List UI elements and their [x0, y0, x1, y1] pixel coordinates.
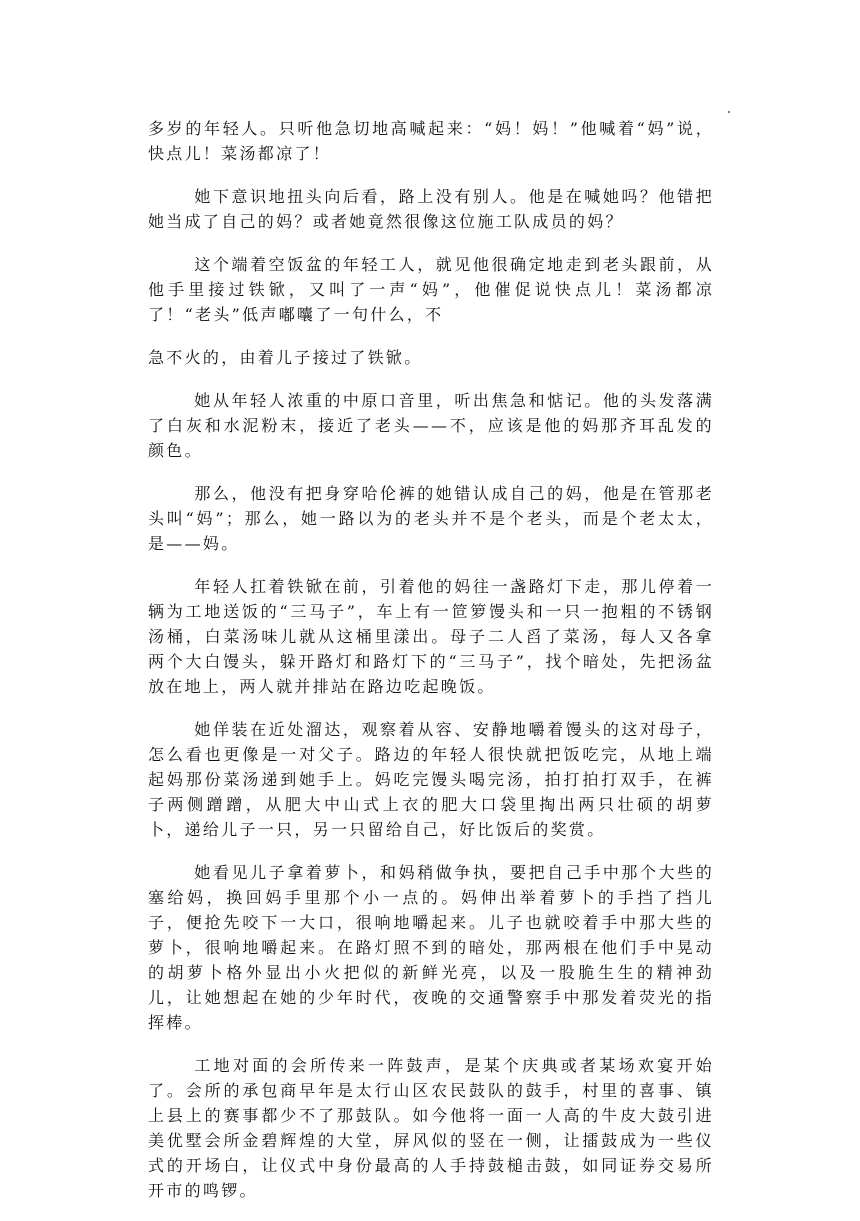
paragraph-9: 她看见儿子拿着萝卜，和妈稍做争执，要把自己手中那个大些的塞给妈，换回妈手里那个小一点的。妈伸出举着萝卜的手挡了挡儿子，便抢先咬下一大口，很响地嚼起来。儿子也就咬着手中那大些的萝卜，很响地嚼起来。在路灯照不到的暗处，那两根在他们手中晃动的胡萝卜格外显出小火把似的新鲜光亮，以及一股脆生生的精神劲儿，让她想起在她的少年时代，夜晚的交通警察手中那发着荧光的指挥棒。: [148, 863, 714, 1032]
paragraph-8: 她佯装在近处溜达，观察着从容、安静地嚼着馒头的这对母子，怎么看也更像是一对父子。路边的年轻人很快就把饭吃完，从地上端起妈那份菜汤递到她手上。妈吃完馒头喝完汤，拍打拍打双手，在裤子两侧蹭蹭，从肥大中山式上衣的肥大口袋里掏出两只壮硕的胡萝卜，递给儿子一只，另一只留给自己，好比饭后的奖赏。: [148, 720, 714, 839]
paragraph-4: 急不火的，由着儿子接过了铁锨。: [148, 348, 423, 367]
page-mark: [728, 111, 730, 113]
paragraph-10: 工地对面的会所传来一阵鼓声，是某个庆典或者某场欢宴开始了。会所的承包商早年是太行山区农民鼓队的鼓手，村里的喜事、镇上县上的赛事都少不了那鼓队。如今他将一面一人高的牛皮大鼓引进美优墅会所金碧辉煌的大堂，屏风似的竖在一侧，让擂鼓成为一些仪式的开场白，让仪式中身份最高的人手持鼓槌击鼓，如同证券交易所开市的鸣锣。: [148, 1056, 714, 1200]
paragraph-3: 这个端着空饭盆的年轻工人，就见他很确定地走到老头跟前，从他手里接过铁锨，又叫了一声“妈”，他催促说快点儿！菜汤都凉了！“老头”低声嘟囔了一句什么，不: [148, 255, 714, 324]
paragraph-6: 那么，他没有把身穿哈伦裤的她错认成自己的妈，他是在管那老头叫“妈”；那么，她一路以为的老头并不是个老头，而是个老太太，是——妈。: [148, 484, 714, 553]
paragraph-7: 年轻人扛着铁锨在前，引着他的妈往一盏路灯下走，那儿停着一辆为工地送饭的“三马子”，车上有一笸箩馒头和一只一抱粗的不锈钢汤桶，白菜汤味儿就从这桶里漾出。母子二人舀了菜汤，每人又各拿两个大白馒头，躲开路灯和路灯下的“三马子”，找个暗处，先把汤盆放在地上，两人就并排站在路边吃起晚饭。: [148, 577, 714, 696]
paragraph-2: 她下意识地扭头向后看，路上没有别人。他是在喊她吗？他错把她当成了自己的妈？或者她竟然很像这位施工队成员的妈？: [148, 187, 714, 231]
paragraph-5: 她从年轻人浓重的中原口音里，听出焦急和惦记。他的头发落满了白灰和水泥粉末，接近了老头——不，应该是他的妈那齐耳乱发的颜色。: [148, 391, 714, 460]
article-body: [148, 116, 714, 1221]
paragraph-1: 多岁的年轻人。只听他急切地高喊起来：“妈！妈！”他喊着“妈”说，快点儿！菜汤都凉了！: [148, 119, 714, 163]
